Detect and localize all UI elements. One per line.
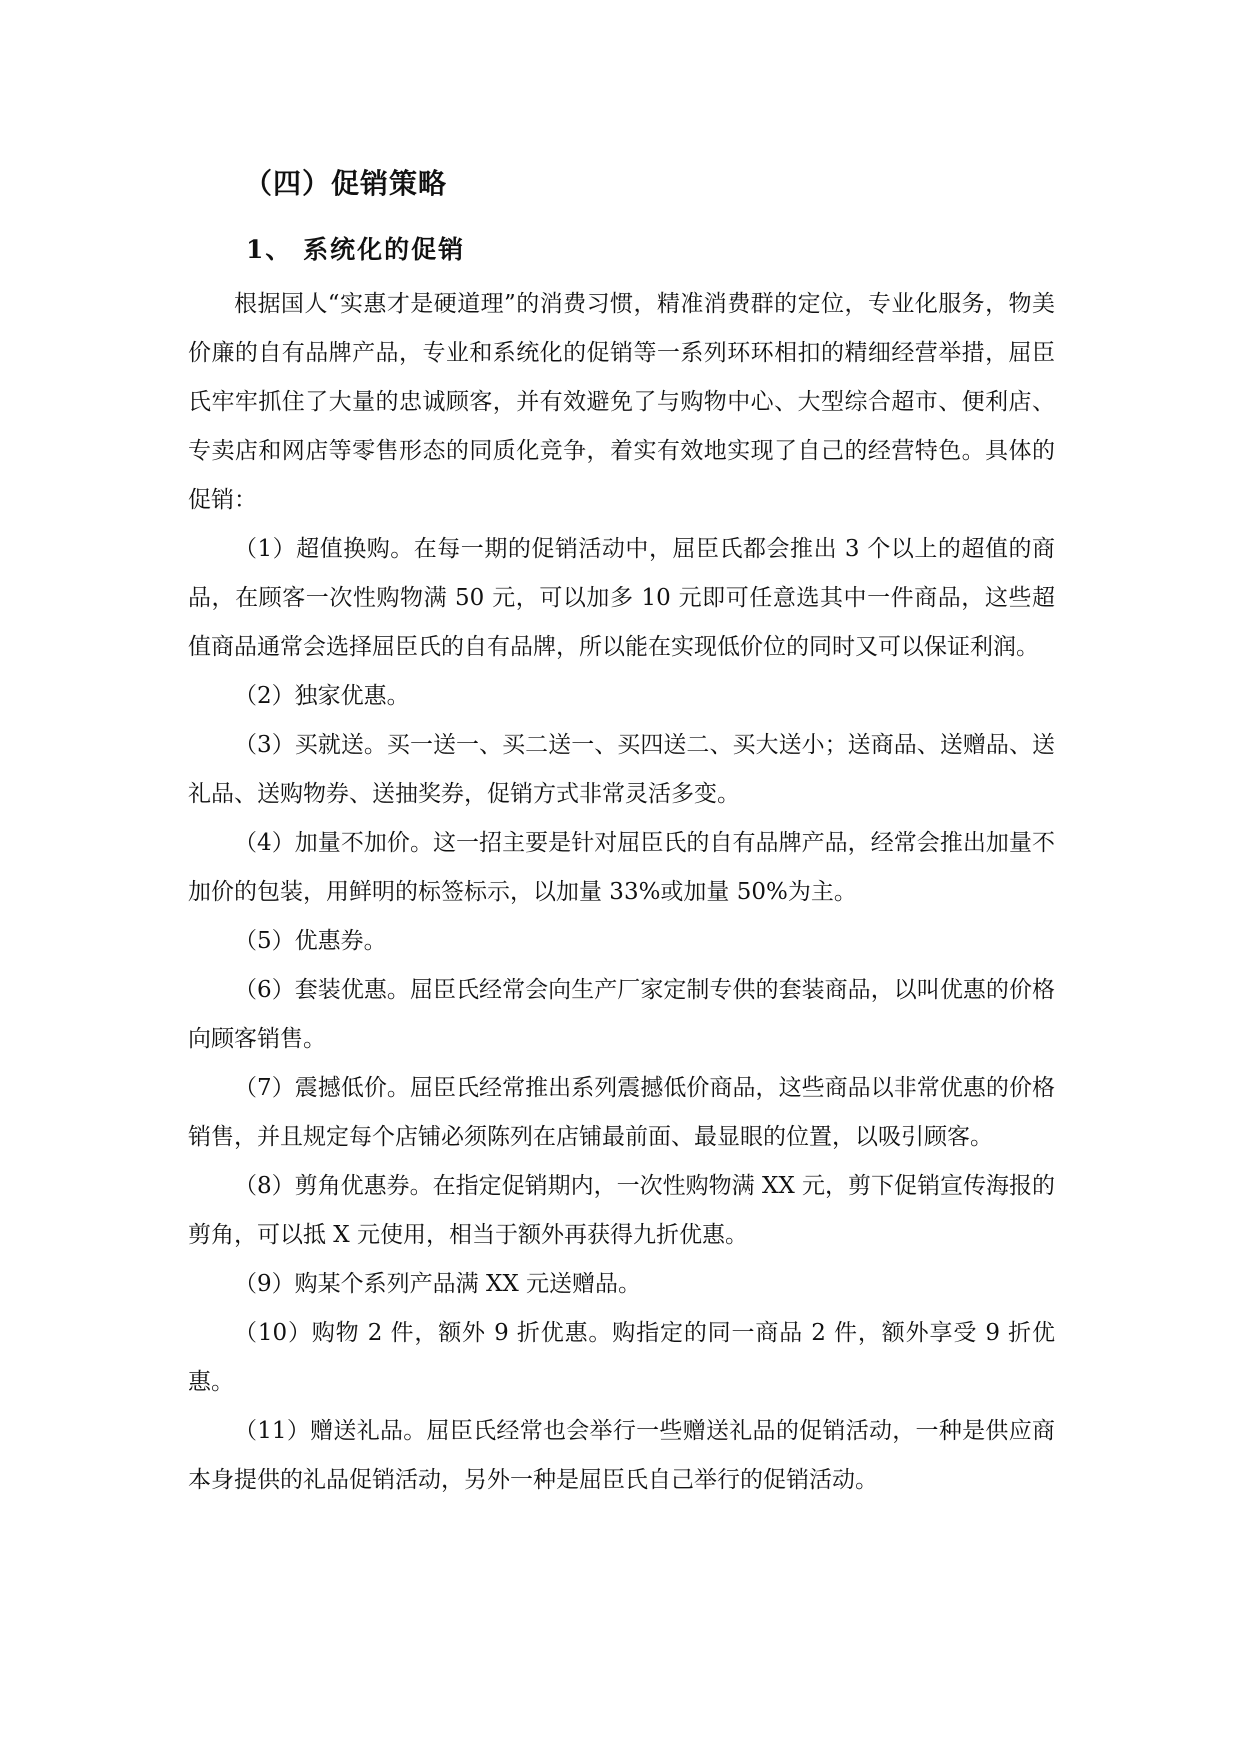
intro-paragraph: 根据国人“实惠才是硬道理”的消费习惯，精准消费群的定位，专业化服务，物美价廉的自有品牌产品，专业和系统化的促销等一系列环环相扣的精细经营举措，屈臣氏牢牢抓住了大量的忠诚顾客，并有效避免了与购物中心、大型综合超市、便利店、专卖店和网店等零售形态的同质化竞争，着实有效地实现了自己的经营特色。具体的促销： — [188, 291, 1055, 513]
section-title: （四）促销策略 — [244, 167, 448, 200]
promo-item-9: （9）购某个系列产品满 XX 元送赠品。 — [234, 1271, 642, 1297]
promo-item-2: （2）独家优惠。 — [234, 683, 410, 709]
promo-item-5: （5）优惠券。 — [234, 928, 387, 954]
promo-item-1: （1）超值换购。在每一期的促销活动中，屈臣氏都会推出 3 个以上的超值的商品，在顾客一次性购物满 50 元，可以加多 10 元即可任意选其中一件商品，这些超值商品通常会选择屈臣氏的自有品牌，所以能在实现低价位的同时又可以保证利润。 — [188, 536, 1055, 660]
promo-item-4: （4）加量不加价。这一招主要是针对屈臣氏的自有品牌产品，经常会推出加量不加价的包装，用鲜明的标签标示，以加量 33%或加量 50%为主。 — [188, 830, 1055, 905]
subsection-title: 1、 系统化的促销 — [246, 235, 466, 264]
promo-item-6: （6）套装优惠。屈臣氏经常会向生产厂家定制专供的套装商品，以叫优惠的价格向顾客销售。 — [188, 977, 1055, 1052]
promo-item-3: （3）买就送。买一送一、买二送一、买四送二、买大送小；送商品、送赠品、送礼品、送购物券、送抽奖券，促销方式非常灵活多变。 — [188, 732, 1055, 807]
document-body — [188, 160, 1055, 1505]
promo-item-7: （7）震撼低价。屈臣氏经常推出系列震撼低价商品，这些商品以非常优惠的价格销售，并且规定每个店铺必须陈列在店铺最前面、最显眼的位置，以吸引顾客。 — [188, 1075, 1055, 1150]
promo-item-10: （10）购物 2 件，额外 9 折优惠。购指定的同一商品 2 件，额外享受 9 折优惠。 — [188, 1320, 1055, 1395]
promo-item-11: （11）赠送礼品。屈臣氏经常也会举行一些赠送礼品的促销活动，一种是供应商本身提供的礼品促销活动，另外一种是屈臣氏自己举行的促销活动。 — [188, 1418, 1055, 1493]
promo-item-8: （8）剪角优惠券。在指定促销期内，一次性购物满 XX 元，剪下促销宣传海报的剪角，可以抵 X 元使用，相当于额外再获得九折优惠。 — [188, 1173, 1056, 1248]
